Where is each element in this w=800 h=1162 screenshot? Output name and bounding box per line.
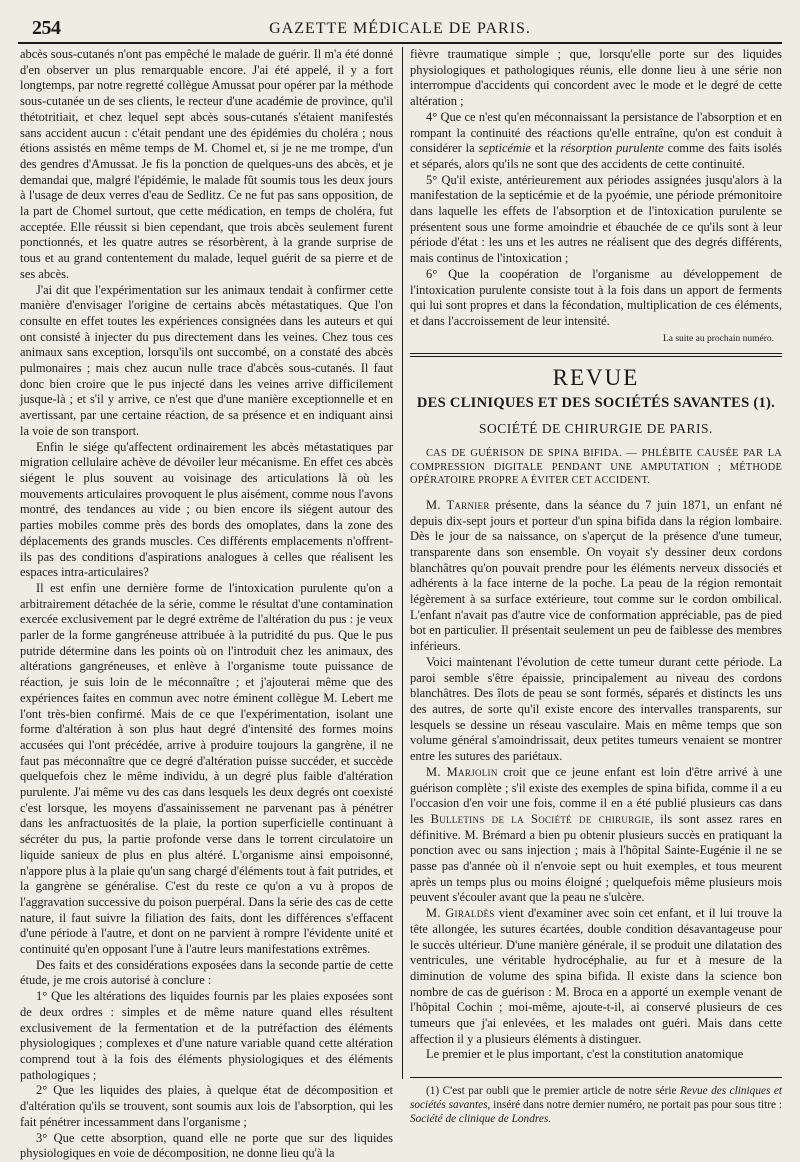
page-header [18, 8, 782, 44]
section-subtitle: DES CLINIQUES ET DES SOCIÉTÉS SAVANTES (1). [416, 395, 776, 412]
paragraph: Enfin le siége qu'affectent ordinairement les abcès métastatiques par migration cellulaire achève de dévoiler leur mécanisme. En effet ces abcès siégent le plus souvent au voisinage des articulations là où les mouvements articulaires provoquent le plus aisément, comme nous l'avons montré, des tendances au vide ; ou bien encore ils siégent autour des parties mobiles comme près des bords des omoplates, dans la zone des déplacements des grands muscles. Ces différents emplacements n'offrent-ils pas des conditions d'aspirations analogues à celles que réalisent les espaces intra-articulaires? [20, 439, 393, 580]
conclusion-item: 4° Que ce n'est qu'en méconnaissant la persistance de l'absorption et en rompant la continuité des réactions qu'elle entraîne, qu'on est conduit à considérer la septicémie et la résorption purulente comme des faits isolés et séparés, alors qu'ils ne sont que des accidents de cette continuité. [410, 109, 782, 171]
emphasis: résorption purulente [560, 141, 664, 156]
emphasis: Revue des cliniques et sociétés savantes [410, 1085, 783, 1112]
conclusion-item: 6° Que la coopération de l'organisme au développement de l'intoxication purulente consiste tout à la fois dans un apport de ferments qui lui sont propres et dans la fécondation, multiplication de ces éléments, et dans l'accroissement de leur intensité. [410, 266, 782, 328]
paragraph: M. Tarnier présente, dans la séance du 7 juin 1871, un enfant né depuis dix-sept jours et porteur d'un spina bifida dans la région lombaire. Dès le jour de sa naissance, on s'aperçut de la présence d'une tumeur, transparente dans son ensemble. On voyait s'y dessiner deux cordons blanchâtres qu'on pouvait prendre pour les éléments nerveux dissociés et adhérents à la face interne de la poche. La peau de la région remontait légèrement à sa surface extérieure, tout comme sur le cordon ombilical. L'enfant n'avait pas d'autre vice de conformation appréciable, pas de pied bot en particulier. Il présentait seulement un peu de faiblesse des membres inférieurs. [410, 497, 783, 654]
section-rule [410, 353, 782, 357]
paragraph: Voici maintenant l'évolution de cette tumeur durant cette période. La paroi semble s'être épaissie, principalement au niveau des cordons blanchâtres. Des îlots de peau se sont formés, séparés et distincts les uns des autres, de sorte qu'il existe encore des intervalles transparents, sur lesquels se dessine un réseau vasculaire. Mais en même temps que son volume général s'amoindrissait, deux petites tumeurs venaient se montrer entre les sutures des pariétaux. [410, 654, 782, 764]
paragraph: Il est enfin une dernière forme de l'intoxication purulente qu'on a arbitrairement détachée de la série, comme le résultat d'une contamination exercée exclusivement par le degré extrême de l'altération du pus : je veux parler de la forme gangréneuse attribuée à la putridité du pus. Que le pus putride détermine dans les points où on l'introduit chez les animaux, des altérations gangréneuses, et enlève à l'organisme toute puissance de réaction, je suis loin de le méconnaître ; et j'ajouterai même que des expériences faites en commun avec notre éminent collègue M. Lebert me l'ont très-bien confirmé. Mais de ce que l'expérimentation, isolant une forme d'altération à son plus haut degré d'intensité des formes moins accusées qui l'ont précédée, arrive à produire toujours la gangrène, il ne faut pas méconnaître que ce degré d'altération puisse succéder, et succède quelquefois chez le même individu, à un degré plus faible d'altération purulente. J'ai même vu des cas dans lesquels les deux degrés ont coexisté c'est lorsque, les moyens d'assainissement ne parvenant pas à pénétrer dans les anfractuosités de la plaie, la portion superficielle continuant à sécréter du pus, la partie profonde verse dans le torrent circulatoire un liquide sanieux de plus en plus altéré. L'organisme ainsi empoisonné, n'appore plus à la plaie qu'un sang chargé d'éléments tout à fait putrides, et la gangrène se généralise. C'est du reste ce qu'on a vu à propos de l'aggravation successive du poison puerpéral. Dans la série des cas de cette nature, il faut suivre la filiation des faits, dont les différences s'effacent d'une période à l'autre, et dont on ne parvient à rompre l'évidente unité et continuité qu'en opposant l'une à l'autre leurs manifestations extrêmes. [20, 580, 393, 957]
column-divider [402, 47, 403, 1079]
section-title: REVUE [552, 365, 640, 391]
paragraph: M. Giraldès vient d'examiner avec soin cet enfant, et il lui trouve la tête allongée, les sutures écartées, double condition désavantageuse pour le succès ultérieur. D'une manière générale, il se produit une dilatation des ventricules, une véritable hydrocéphalie, au fur et à mesure de la diminution de volume des spina bifida. Il existe dans la science bon nombre de cas de guérison : M. Broca en a apporté un exemple venant de l'hôpital Cochin ; moi-même, ajoute-t-il, ai conservé plusieurs de ces tumeurs que j'ai enlevées, et les malades ont guéri. Mais dans cette affection il y a plusieurs éléments à distinguer. [410, 906, 783, 1046]
emphasis: Société de clinique de Londres. [410, 1113, 552, 1126]
speaker-name: M. Giraldès [426, 906, 495, 921]
paragraph: Des faits et des considérations exposées dans la seconde partie de cette étude, je me crois autorisé à conclure : [20, 957, 393, 988]
running-title: GAZETTE MÉDICALE DE PARIS. [269, 20, 531, 37]
emphasis: septicémie [478, 141, 531, 156]
conclusion-item: 5° Qu'il existe, antérieurement aux périodes assignées jusqu'alors à la manifestation de la septicémie et de la pyoémie, une période prémonitoire dans laquelle les effets de l'absorption et de l'intoxication purulente se présentent sous une forme amoindrie et ébauchée de ce qu'ils sont à leur période d'état : les uns et les autres ne réalisent que des degrés différents, mais continus de l'intoxication ; [410, 172, 782, 266]
paragraph: M. Marjolin croit que ce jeune enfant est loin d'être arrivé à une guérison complète ; s'il existe des exemples de spina bifida, comme il a eu l'occasion d'en voir une fois, comme il en a été publié plusieurs cas dans les Bulletins de la Société de chirurgie, ils sont assez rares en définitive. M. Brémard a bien pu obtenir plusieurs succès en pratiquant la ponction avec ou sans injection ; mais à l'hôpital Sainte-Eugénie il ne se passe pas d'année où il n'envoie sept ou huit exemples, et tous meurent après un temps plus ou moins éloigné ; quelquefois même plusieurs mois peuvent s'écouler avant que la peau ne s'ulcère. [410, 764, 782, 905]
conclusion-item: 3° Que cette absorption, quand elle ne porte que sur des liquides physiologiques en voie de décomposition, ne donne lieu qu'à la [20, 1130, 393, 1161]
paragraph: fièvre traumatique simple ; que, lorsqu'elle porte sur des liquides physiologiques et pathologiques réunis, elle donne lieu à une série non interrompue d'accidents qui concordent avec le mode et le degré de cette altération ; [410, 47, 782, 109]
paragraph: Le premier et le plus important, c'est la constitution anatomique [426, 1047, 744, 1062]
paragraph: J'ai dit que l'expérimentation sur les animaux tendait à confirmer cette manière d'envisager l'origine de certains abcès métastatiques. Que l'on consulte en effet toutes les expériences consignées dans les auteurs et qui ont consisté à injecter du pus directement dans les veines. Chez tous ces animaux sans exception, lorsqu'ils ont succombé, on a constaté des abcès pulmonaires ; mais chez aucun nulle trace d'abcès sous-cutanés. Il faut donc bien croire que le pus injecté dans les veines arrive difficilement jusque-là ; et s'il y arrive, ce n'est que d'une manière exceptionnelle et en avertissant, par une certaine réaction, de sa présence et en indiquant ainsi la voie de son transport. [20, 282, 393, 438]
footnote-rule [410, 1077, 782, 1078]
paragraph: abcès sous-cutanés n'ont pas empêché le malade de guérir. Il m'a été donné d'en observer un plus remarquable encore. J'ai été appelé, il y a fort longtemps, par notre regretté collègue Amussat pour opérer par la méthode sous-cutanée un de ses clients, le recteur d'une académie de province, qu'il thétotritiait, et chez lequel sept abcès sous-cutanés s'étaient manifestés sans accident aucun : c'était pendant une des épidémies du choléra ; nous étions assistés en même temps de M. Chomel et, si je ne me trompe, d'un des gendres d'Amussat. Je fis la ponction de quelques-uns des abcès, et je demandai que, malgré l'épidémie, le malade fût soumis tous les deux jours à l'usage de deux verres d'eau de Sedlitz. Ce ne fut pas sans opposition, de la part de Chomel surtout, que cette médication, en temps de choléra, fut acceptée. Elle réussit si bien cependant, que trois abcès seulement furent ponctionnés, et les quatre autres se résorbèrent, à la grande surprise de tous et au grand contentement du malade, lequel guérit de sa pierre et de ses abcès. [20, 47, 393, 281]
society-heading: SOCIÉTÉ DE CHIRURGIE DE PARIS. [479, 421, 713, 437]
footnote: (1) C'est par oubli que le premier article de notre série Revue des cliniques et sociétés savantes, inséré dans notre dernier numéro, ne portait pas pour sous titre : Société de clinique de Londres. [410, 1085, 783, 1126]
right-column [410, 47, 783, 1126]
speaker-name: M. Marjolin [426, 764, 498, 779]
continued-note: La suite au prochain numéro. [662, 333, 774, 344]
bulletin-title: Bulletins de la Société de chirurgie [430, 811, 651, 826]
left-column [20, 47, 393, 1161]
speaker-name: M. Tarnier [426, 497, 490, 512]
conclusion-item: 1° Que les altérations des liquides fournis par les plaies exposées sont de deux ordres : simples et de même nature quand elles résultent exclusivement de la fermentation et de la putréfaction des éléments physiologiques ; complexes et d'une nature variable quand cette altération comprend tout à la fois des éléments physiologiques et des éléments pathologiques ; [20, 989, 393, 1082]
page-number: 254 [32, 17, 61, 39]
case-title: CAS DE GUÉRISON DE SPINA BIFIDA. — PHLÉBITE CAUSÉE PAR LA COMPRESSION DIGITALE PENDANT UNE AMPUTATION ; MÉTHODE OPÉRATOIRE PROPRE A ÉVITER CET ACCIDENT. [410, 448, 782, 487]
conclusion-item: 2° Que les liquides des plaies, à quelque état de décomposition et d'altération qu'ils se trouvent, sont soumis aux lois de l'absorption, qui les fait pénétrer incessamment dans l'organisme ; [20, 1083, 393, 1129]
